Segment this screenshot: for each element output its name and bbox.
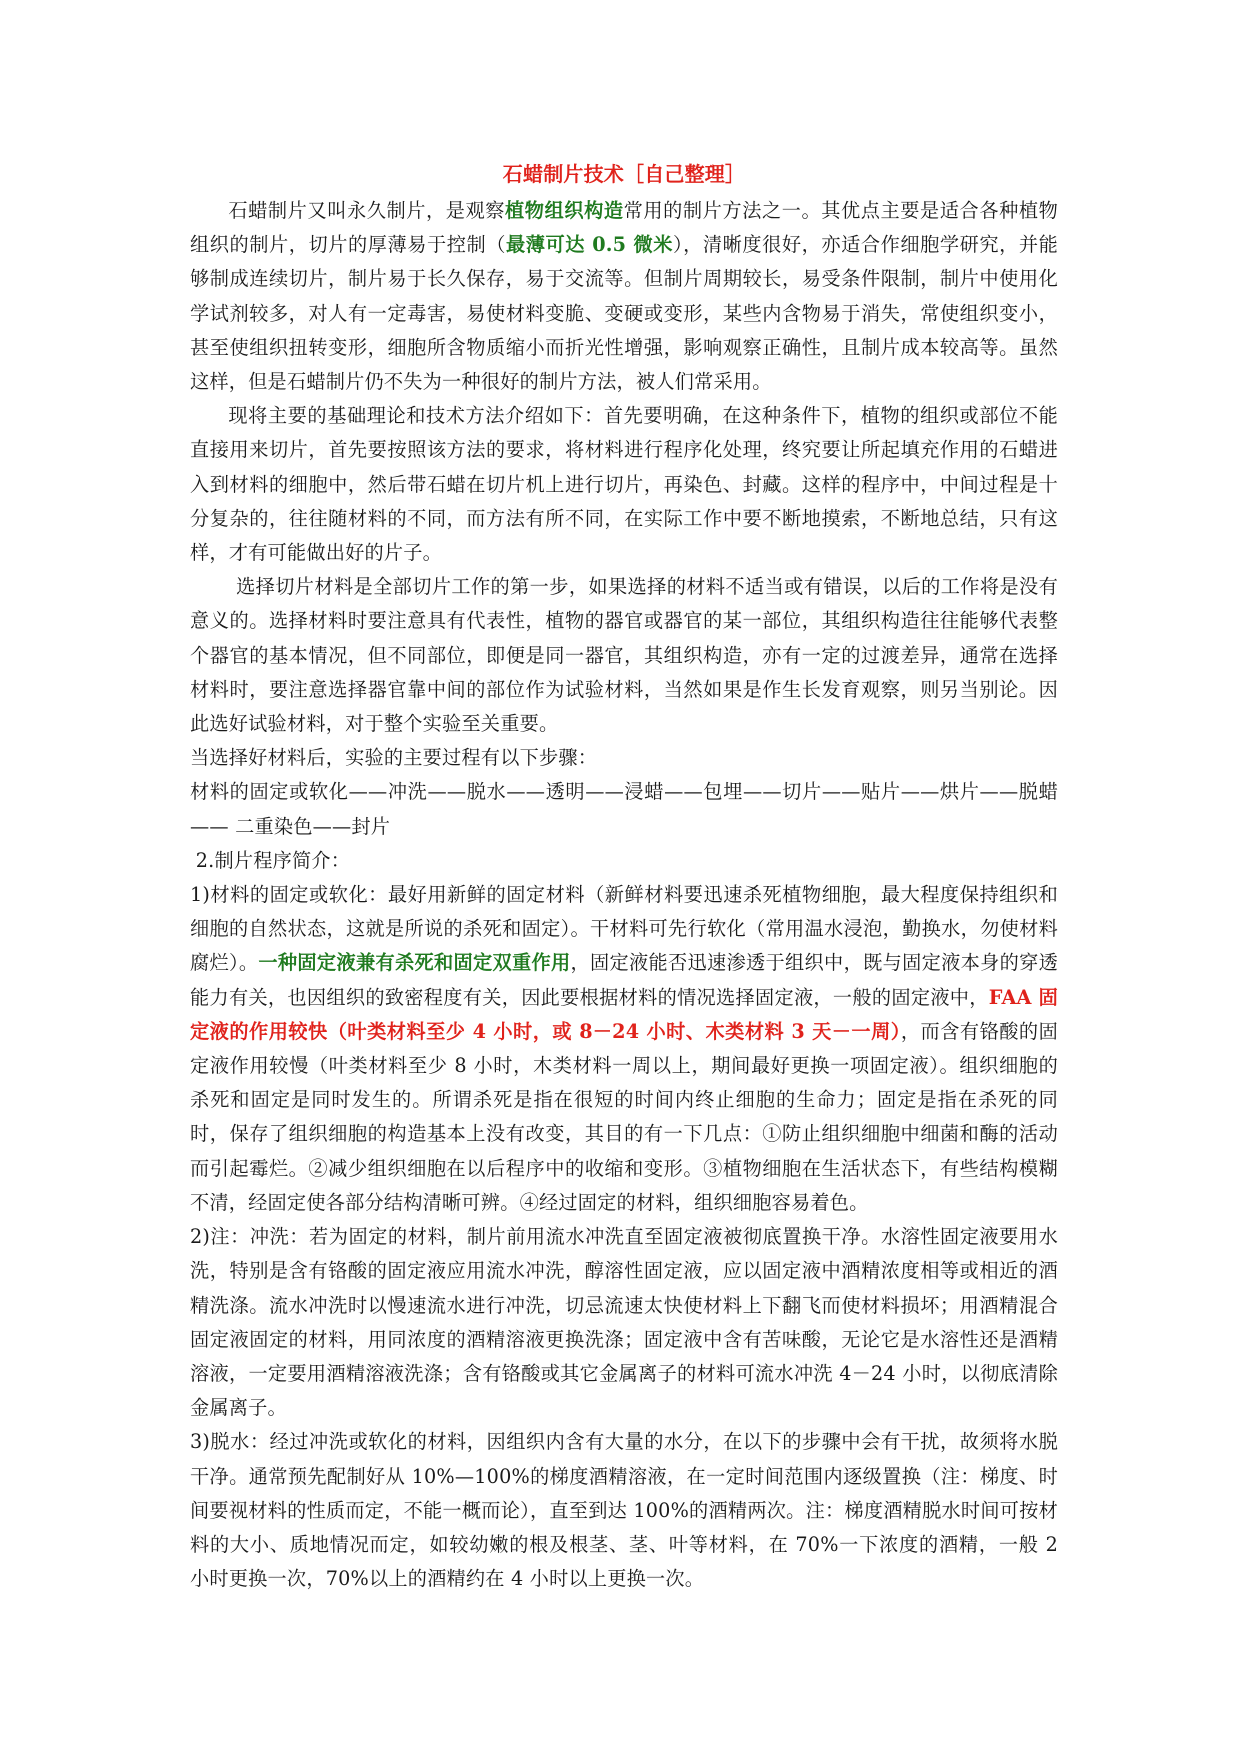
text-run: ，固定液能否迅速渗透于组织中，既与固定液本身的穿透能力有关，也因组织的致密程度有关，因此要根据材料的情况选择固定液，一般的固定液中， — [190, 951, 1058, 1009]
paragraph-method: 现将主要的基础理论和技术方法介绍如下：首先要明确，在这种条件下，植物的组织或部位不能直接用来切片，首先要按照该方法的要求，将材料进行程序化处理，终究要让所起填充作用的石蜡进入到材料的细胞中，然后带石蜡在切片机上进行切片，再染色、封藏。这样的程序中，中间过程是十分复杂的，往往随材料的不同，而方法有所不同，在实际工作中要不断地摸索，不断地总结，只有这样，才有可能做出好的片子。 — [190, 404, 1058, 565]
paragraph-intro — [190, 194, 1058, 399]
text-run: 石蜡制片又叫永久制片，是观察 — [228, 199, 506, 222]
document-body — [190, 160, 1058, 1596]
paragraph-dehydration: 3)脱水：经过冲洗或软化的材料，因组织内含有大量的水分，在以下的步骤中会有干扰，故须将水脱干净。通常预先配制好从 10%—100%的梯度酒精溶液，在一定时间范围内逐级置换（注：梯度、时间要视材料的性质而定，不能一概而论），直至到达 100%的酒精两次。注：梯度酒精脱水时间可按材料的大小、质地情况而定，如较幼嫩的根及根茎、茎、叶等材料，在 70%一下浓度的酒精，一般 2 小时更换一次，70%以上的酒精约在 4 小时以上更换一次。 — [190, 1430, 1058, 1591]
paragraph-material-selection: 选择切片材料是全部切片工作的第一步，如果选择的材料不适当或有错误，以后的工作将是没有意义的。选择材料时要注意具有代表性，植物的器官或器官的某一部位，其组织构造往往能够代表整个器官的基本情况，但不同部位，即便是同一器官，其组织构造，亦有一定的过渡差异，通常在选择材料时，要注意选择器官靠中间的部位作为试验材料，当然如果是作生长发育观察，则另当别论。因此选好试验材料，对于整个实验至关重要。 — [190, 575, 1058, 736]
paragraph-steps: 材料的固定或软化——冲洗——脱水——透明——浸蜡——包埋——切片——贴片——烘片——脱蜡—— 二重染色——封片 — [190, 780, 1058, 838]
text-run: 1)材料的固定或软化：最好用新鲜的固定材料（新鲜材料要迅速杀死植物细胞，最大程度保持组织和细胞的自然状态，这就是所说的杀死和固定）。干材料可先行软化（常用温水浸泡，勤换水，勿使材料腐烂）。 — [190, 883, 1058, 975]
highlight-green: 最薄可达 0.5 微米 — [506, 233, 673, 257]
text-run: ，而含有铬酸的固定液作用较慢（叶类材料至少 8 小时，木类材料一周以上，期间最好更换一项固定液）。组织细胞的杀死和固定是同时发生的。所谓杀死是指在很短的时间内终止细胞的生命力；固定是指在杀死的同时，保存了组织细胞的构造基本上没有改变，其目的有一下几点：①防止组织细胞中细菌和酶的活动而引起霉烂。②减少组织细胞在以后程序中的收缩和变形。③植物细胞在生活状态下，有些结构模糊不清，经固定使各部分结构清晰可辨。④经过固定的材料，组织细胞容易着色。 — [190, 1019, 1058, 1214]
document-title: 石蜡制片技术［自己整理］ — [502, 162, 746, 186]
text-run: 常用的制片方法之一。其优点主要是适合各种植物组织的制片，切片的厚薄易于控制（ — [190, 199, 1058, 257]
highlight-green: 一种固定液兼有杀死和固定双重作用 — [258, 951, 571, 975]
highlight-red: FAA 固定液的作用较快（叶类材料至少 4 小时，或 8－24 小时、木类材料 3 天－一周） — [190, 985, 1058, 1043]
paragraph-rinsing: 2)注：冲洗：若为固定的材料，制片前用流水冲洗直至固定液被彻底置换干净。水溶性固定液要用水洗，特别是含有铬酸的固定液应用流水冲洗，醇溶性固定液，应以固定液中酒精浓度相等或相近的酒精洗涤。流水冲洗时以慢速流水进行冲洗，切忌流速太快使材料上下翻飞而使材料损坏；用酒精混合固定液固定的材料，用同浓度的酒精溶液更换洗涤；固定液中含有苦味酸，无论它是水溶性还是酒精溶液，一定要用酒精溶液洗涤；含有铬酸或其它金属离子的材料可流水冲洗 4－24 小时，以彻底清除金属离子。 — [190, 1225, 1058, 1420]
section-heading: 2.制片程序简介： — [195, 848, 351, 872]
paragraph-fixation — [190, 878, 1058, 1220]
text-run: ），清晰度很好，亦适合作细胞学研究，并能够制成连续切片，制片易于长久保存，易于交流等。但制片周期较长，易受条件限制，制片中使用化学试剂较多，对人有一定毒害，易使材料变脆、变硬或变形，某些内含物易于消失，常使组织变小，甚至使组织扭转变形，细胞所含物质缩小而折光性增强，影响观察正确性，且制片成本较高等。虽然这样，但是石蜡制片仍不失为一种很好的制片方法，被人们常采用。 — [190, 233, 1058, 394]
highlight-green: 植物组织构造 — [505, 199, 624, 222]
paragraph-steps-intro: 当选择好材料后，实验的主要过程有以下步骤： — [190, 746, 598, 770]
